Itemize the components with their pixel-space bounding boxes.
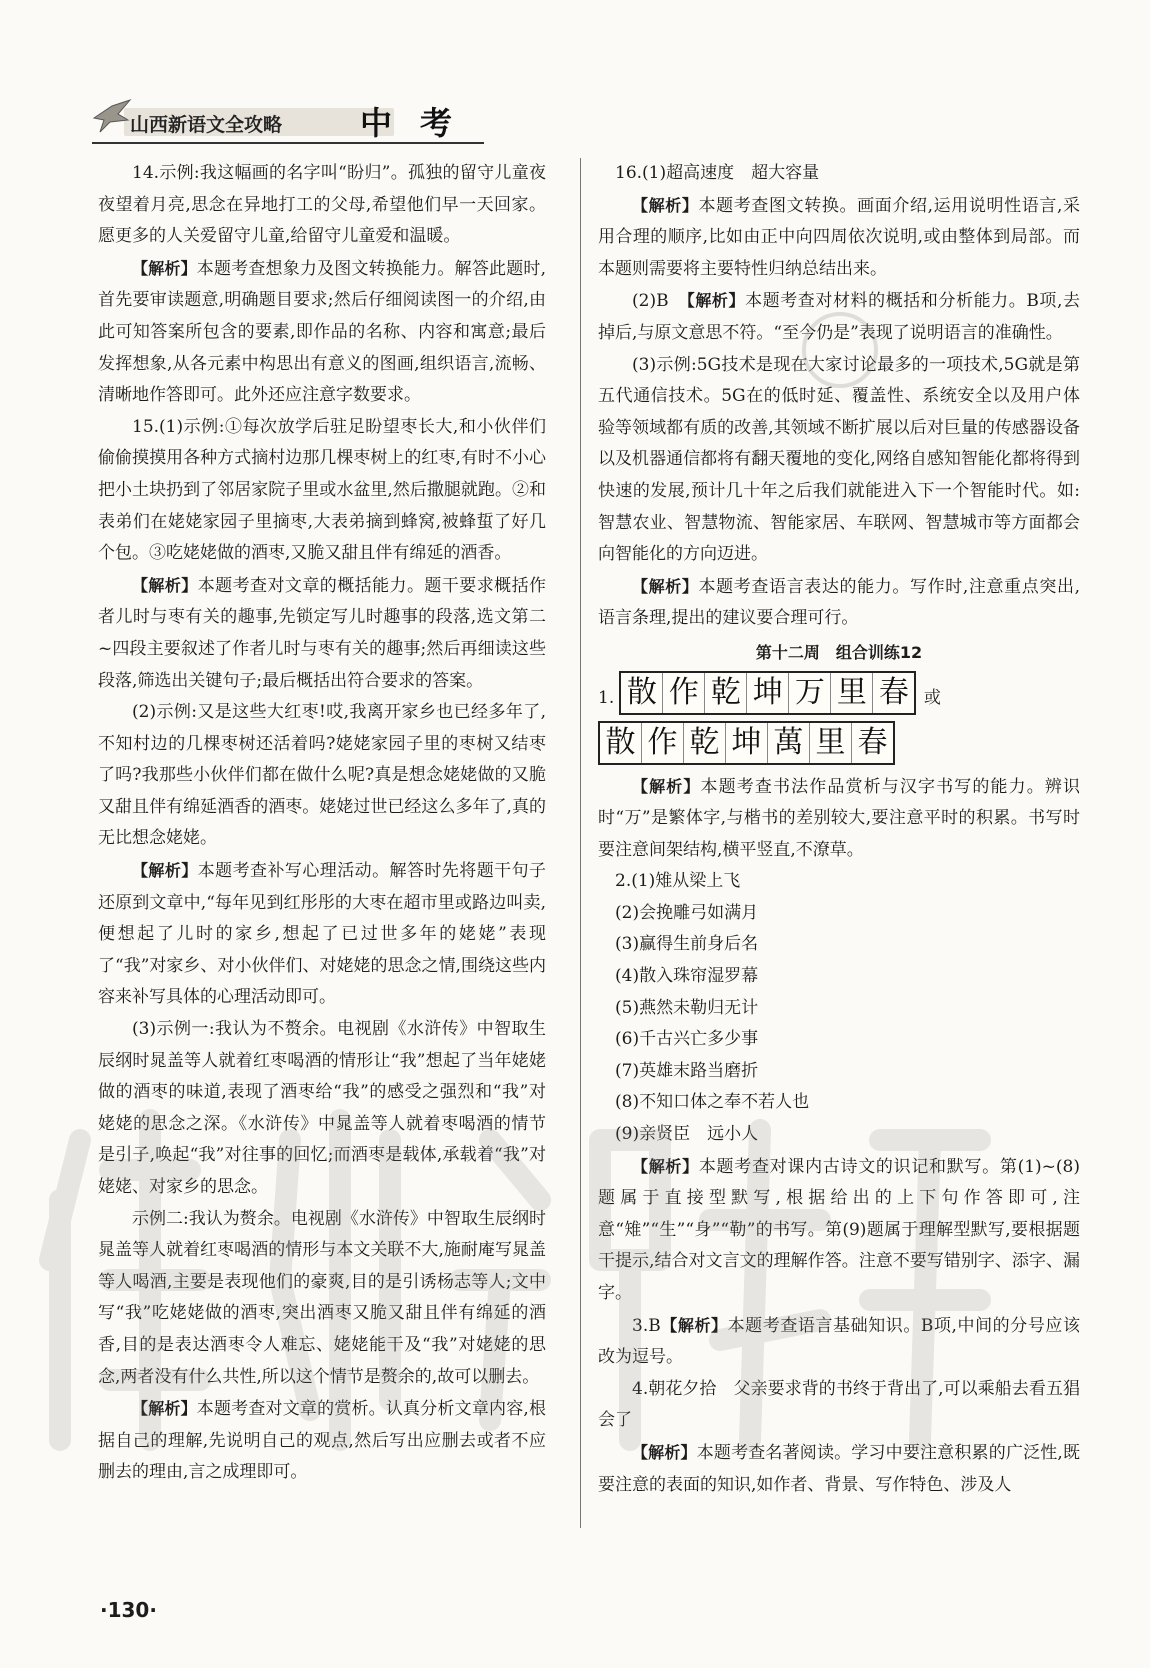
analysis-q2: 【解析】本题考查对课内古诗文的识记和默写。第(1)~(8)题属于直接型默写,根据给出的上下句作答即可,注意“雉”“生”“身”“勒”的书写。第(9)题属于理解型默写,要根据题干提示,结合对文言文的理解作答。注意不要写错别字、添字、漏字。 (598, 1156, 1080, 1303)
analysis-16-3: 【解析】本题考查语言表达的能力。写作时,注意重点突出,语言条理,提出的建议要合理可行。 (598, 576, 1080, 629)
list-item: (7)英雄末路当磨折 (615, 1060, 759, 1081)
calligraphy-char: 乾 (705, 673, 747, 713)
page-number: ·130· (100, 1598, 157, 1622)
answer-q4: 4.朝花夕拾 父亲要求背的书终于背出了,可以乘船去看五猖会了 (598, 1378, 1080, 1431)
calligraphy-char: 春 (857, 724, 888, 760)
analysis-15-1: 【解析】本题考查对文章的概括能力。题干要求概括作者儿时与枣有关的趣事,先锁定写儿时趣事的段落,选文第二~四段主要叙述了作者儿时与枣有关的趣事;然后再细读这些段落,筛选出关键句子;最后概括出符合要求的答案。 (98, 575, 546, 691)
calligraphy-char: 萬 (768, 723, 810, 763)
calligraphy-or: 或 (923, 687, 941, 708)
calligraphy-row-1 (598, 671, 1080, 717)
calligraphy-row-2 (598, 721, 1080, 767)
answer-16-2: (2)B 【解析】本题考查对材料的概括和分析能力。B项,去掉后,与原文意思不符。“至今仍是”表现了说明语言的准确性。 (598, 291, 1080, 343)
list-item: (2)会挽雕弓如满月 (615, 902, 759, 923)
answers-q2 (598, 866, 1080, 1150)
series-title: 山西新语文全攻略 (130, 114, 283, 136)
calligraphy-char: 春 (878, 674, 909, 710)
calligraphy-char: 万 (789, 673, 831, 713)
calligraphy-char: 散 (600, 723, 642, 763)
calligraphy-char: 作 (663, 673, 705, 713)
list-item: (4)散入珠帘湿罗幕 (615, 966, 759, 987)
list-item: 2.(1)雉从梁上飞 (615, 871, 741, 892)
answer-14: 14.示例:我这幅画的名字叫“盼归”。孤独的留守儿童夜夜望着月亮,思念在异地打工的父母,希望他们早一天回家。愿更多的人关爱留守儿童,给留守儿童爱和温暖。 (98, 163, 546, 247)
analysis-q4: 【解析】本题考查名著阅读。学习中要注意积累的广泛性,既要注意的表面的知识,如作者、背景、写作特色、涉及人 (598, 1442, 1080, 1495)
answer-15-1: 15.(1)示例:①每次放学后驻足盼望枣长大,和小伙伴们偷偷摸摸用各种方式摘村边那几棵枣树上的红枣,有时不小心把小土块扔到了邻居家院子里或水盆里,然后撒腿就跑。②和表弟们在姥姥家园子里摘枣,大表弟摘到蜂窝,被蜂蜇了好几个包。③吃姥姥做的酒枣,又脆又甜且伴有绵延的酒香。 (98, 416, 546, 564)
analysis-15-3: 【解析】本题考查对文章的赏析。认真分析文章内容,根据自己的理解,先说明自己的观点,然后写出应删去或者不应删去的理由,言之成理即可。 (98, 1399, 546, 1483)
answer-q3: 3.B【解析】本题考查语言基础知识。B项,中间的分号应该改为逗号。 (598, 1315, 1080, 1368)
header-rule (92, 142, 484, 144)
section-title: 第十二周 组合训练12 (755, 642, 923, 662)
calligraphy-char: 里 (831, 673, 873, 713)
calligraphy-char: 散 (621, 673, 663, 713)
calligraphy-char: 坤 (726, 723, 768, 763)
list-item: (5)燕然未勒归无计 (615, 997, 759, 1018)
analysis-14: 【解析】本题考查想象力及图文转换能力。解答此题时,首先要审读题意,明确题目要求;然后仔细阅读图一的介绍,由此可知答案所包含的要素,即作品的名称、内容和寓意;最后发挥想象,从各元素中构思出有意义的图画,组织语言,流畅、清晰地作答即可。此外还应注意字数要求。 (98, 258, 546, 406)
calligraphy-char: 乾 (684, 723, 726, 763)
answer-15-2: (2)示例:又是这些大红枣!哎,我离开家乡也已经多年了,不知村边的几棵枣树还活着吗?姥姥家园子里的枣树又结枣了吗?我那些小伙伴们都在做什么呢?真是想念姥姥做的又脆又甜且伴有绵延酒香的酒枣。姥姥过世已经这么多年了,真的无比想念姥姥。 (98, 702, 546, 849)
calligraphy-char: 里 (810, 723, 852, 763)
answer-15-3-example-1: (3)示例一:我认为不赘余。电视剧《水浒传》中智取生辰纲时晁盖等人就着红枣喝酒的情形让“我”想起了当年姥姥做的酒枣的味道,表现了酒枣给“我”的感受之强烈和“我”对姥姥的思念之深。《水浒传》中晁盖等人就着枣喝酒的情节是引子,唤起“我”对往事的回忆;而酒枣是载体,承载着“我”对姥姥、对家乡的思念。 (98, 1019, 546, 1197)
bird-logo-icon (92, 98, 132, 136)
list-item: (3)赢得生前身后名 (615, 934, 759, 955)
calligraphy-char: 坤 (747, 673, 789, 713)
calligraphy-box-traditional (598, 721, 895, 765)
right-column (598, 158, 1080, 1501)
analysis-16-1: 【解析】本题考查图文转换。画面介绍,运用说明性语言,采用合理的顺序,比如由正中向四周依次说明,或由整体到局部。而本题则需要将主要特性归纳总结出来。 (598, 195, 1080, 279)
list-item: (9)亲贤臣 远小人 (615, 1124, 759, 1145)
answer-16-3: (3)示例:5G技术是现在大家讨论最多的一项技术,5G就是第五代通信技术。5G在的低时延、覆盖性、系统安全以及用户体验等领域都有质的改善,其领域不断扩展以后对巨量的传感器设备以及机器通信都将有翻天覆地的变化,网络自感知智能化都将得到快速的发展,预计几十年之后我们就能进入下一个智能时代。如:智慧农业、智慧物流、智能家居、车联网、智慧城市等方面都会向智能化的方向迈进。 (598, 354, 1080, 565)
answer-15-3-example-2: 示例二:我认为赘余。电视剧《水浒传》中智取生辰纲时晁盖等人就着红枣喝酒的情形与本文关联不大,施耐庵写晁盖等人喝酒,主要是表现他们的豪爽,目的是引诱杨志等人;文中写“我”吃姥姥做的酒枣,突出酒枣又脆又甜且伴有绵延的酒香,目的是表达酒枣令人难忘、姥姥能干及“我”对姥姥的思念,两者没有什么共性,所以这个情节是赘余的,故可以删去。 (98, 1208, 546, 1387)
calligraphy-char: 作 (642, 723, 684, 763)
list-item: (6)千古兴亡多少事 (615, 1029, 759, 1050)
analysis-q1: 【解析】本题考查书法作品赏析与汉字书写的能力。辨识时“万”是繁体字,与楷书的差别较大,要注意平时的积累。书写时要注意间架结构,横平竖直,不潦草。 (598, 776, 1080, 860)
page-header (92, 96, 482, 144)
analysis-15-2: 【解析】本题考查补写心理活动。解答时先将题干句子还原到文章中,“每年见到红彤彤的大枣在超市里或路边叫卖,便想起了儿时的家乡,想起了已过世多年的姥姥”表现了“我”对家乡、对小伙伴们、对姥姥的思念之情,围绕这些内容来补写具体的心理活动即可。 (98, 861, 546, 1008)
answer-16-1: 16.(1)超高速度 超大容量 (615, 163, 820, 183)
left-column (98, 158, 546, 1489)
question-1-number: 1. (598, 687, 615, 708)
list-item: (8)不知口体之奉不若人也 (615, 1092, 810, 1113)
column-divider (580, 158, 581, 1528)
calligraphy-box-simplified (619, 671, 916, 715)
subject-title: 中考 (360, 104, 481, 142)
